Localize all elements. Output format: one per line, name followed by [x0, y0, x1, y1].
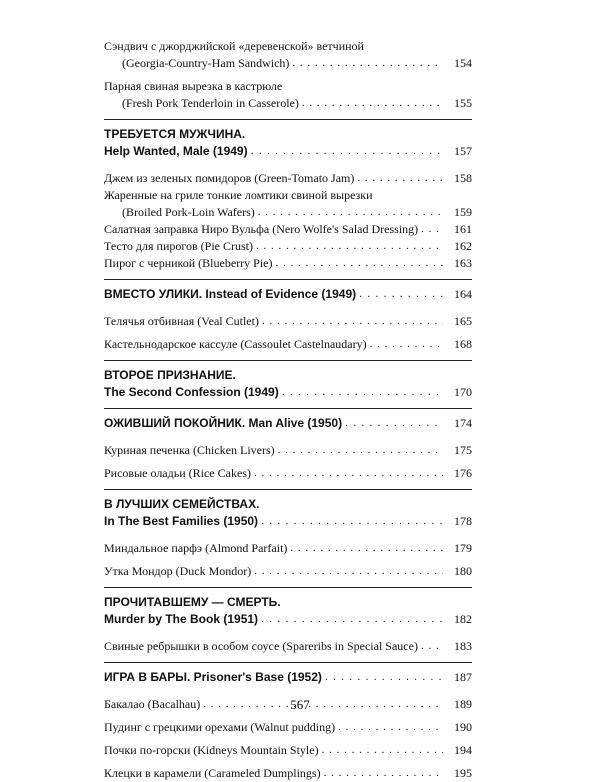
entry-title: Жаренные на гриле тонкие ломтики свиной вырезки [104, 188, 373, 202]
page-ref: 162 [454, 239, 472, 253]
entry-title: Парная свиная вырезка в кастрюле [104, 79, 283, 93]
toc-entry [104, 336, 472, 353]
page-ref: 157 [454, 144, 472, 158]
dot-leader [325, 669, 443, 686]
page-ref: 187 [454, 670, 472, 684]
dot-leader [421, 638, 443, 655]
page-ref: 178 [454, 514, 472, 528]
section-subtitle: In The Best Families (1950) [104, 514, 259, 528]
page-ref: 190 [454, 720, 472, 734]
entry-title: Кастельнодарское кассуле (Cassoulet Castelnaudary) [104, 337, 367, 351]
page-ref: 182 [454, 612, 472, 626]
dot-leader [338, 719, 443, 736]
divider [104, 279, 472, 280]
section-title: ТРЕБУЕТСЯ МУЖЧИНА. [104, 127, 246, 141]
dot-leader [278, 442, 443, 459]
table-of-contents [104, 38, 472, 782]
dot-leader [251, 143, 443, 160]
dot-leader [421, 221, 443, 238]
toc-entry [104, 563, 472, 580]
dot-leader [302, 95, 443, 112]
toc-entry [104, 238, 472, 255]
divider [104, 662, 472, 663]
dot-leader [254, 465, 443, 482]
toc-entry [104, 442, 472, 459]
section-title: ВМЕСТО УЛИКИ. Instead of Evidence (1949) [104, 287, 357, 301]
page-ref: 195 [454, 766, 472, 780]
page-ref: 163 [454, 256, 472, 270]
page-ref: 165 [454, 314, 472, 328]
toc-entry [104, 221, 472, 238]
section-subtitle: The Second Confession (1949) [104, 385, 279, 399]
dot-leader [292, 55, 443, 72]
entry-subtitle: (Georgia-Country-Ham Sandwich) [122, 56, 290, 70]
dot-leader [261, 611, 443, 628]
dot-leader [357, 170, 443, 187]
entry-title: Пирог с черникой (Blueberry Pie) [104, 256, 273, 270]
dot-leader [262, 313, 443, 330]
section-title: ОЖИВШИЙ ПОКОЙНИК. Man Alive (1950) [104, 416, 343, 430]
entry-title: Утка Мондор (Duck Mondor) [104, 564, 252, 578]
toc-entry [104, 255, 472, 272]
dot-leader [359, 286, 443, 303]
toc-entry [104, 742, 472, 759]
divider [104, 408, 472, 409]
dot-leader [324, 765, 443, 782]
page-ref: 164 [454, 287, 472, 301]
divider [104, 119, 472, 120]
toc-entry [104, 465, 472, 482]
divider [104, 360, 472, 361]
entry-title: Джем из зеленых помидоров (Green-Tomato Jam) [104, 171, 355, 185]
divider [104, 587, 472, 588]
entry-subtitle: (Fresh Pork Tenderloin in Casserole) [122, 96, 299, 110]
dot-leader [322, 742, 443, 759]
dot-leader [261, 513, 443, 530]
page-ref: 180 [454, 564, 472, 578]
dot-leader [256, 238, 443, 255]
toc-entry [104, 719, 472, 736]
dot-leader [345, 415, 443, 432]
divider [104, 489, 472, 490]
entry-title: Куриная печенка (Chicken Livers) [104, 443, 275, 457]
page-ref: 176 [454, 466, 472, 480]
section-title: ВТОРОЕ ПРИЗНАНИЕ. [104, 368, 236, 382]
entry-title: Тесто для пирогов (Pie Crust) [104, 239, 253, 253]
section-title: ИГРА В БАРЫ. Prisoner's Base (1952) [104, 670, 322, 684]
entry-title: Клецки в карамели (Carameled Dumplings) [104, 766, 321, 780]
page-ref: 159 [454, 205, 472, 219]
dot-leader [290, 540, 443, 557]
section-title: В ЛУЧШИХ СЕМЕЙСТВАХ. [104, 497, 260, 511]
dot-leader [282, 384, 443, 401]
page-ref: 183 [454, 639, 472, 653]
section-heading [104, 594, 472, 628]
toc-entry [104, 638, 472, 655]
page-ref: 170 [454, 385, 472, 399]
entry-subtitle: (Broiled Pork-Loin Wafers) [122, 205, 255, 219]
dot-leader [370, 336, 443, 353]
section-heading [104, 496, 472, 530]
toc-entry [104, 765, 472, 782]
page-ref: 194 [454, 743, 472, 757]
toc-entry [104, 540, 472, 557]
page-ref: 175 [454, 443, 472, 457]
section-subtitle: Help Wanted, Male (1949) [104, 144, 248, 158]
section-heading [104, 286, 472, 303]
section-subtitle: Murder by The Book (1951) [104, 612, 259, 626]
section-heading [104, 126, 472, 160]
page-ref: 158 [454, 171, 472, 185]
toc-entry [104, 170, 472, 187]
toc-entry [104, 313, 472, 330]
section-heading [104, 669, 472, 686]
page-ref: 154 [454, 56, 472, 70]
toc-entry [104, 187, 472, 221]
section-title: ПРОЧИТАВШЕМУ — СМЕРТЬ. [104, 595, 281, 609]
entry-title: Миндальное парфэ (Almond Parfait) [104, 541, 288, 555]
page-ref: 155 [454, 96, 472, 110]
dot-leader [254, 563, 443, 580]
page-ref: 174 [454, 416, 472, 430]
page-ref: 179 [454, 541, 472, 555]
entry-title: Свиные ребрышки в особом соусе (Spareribs in Special Sauce) [104, 639, 418, 653]
toc-entry [104, 38, 472, 72]
section-heading [104, 415, 472, 432]
entry-title: Рисовые оладьи (Rice Cakes) [104, 466, 251, 480]
entry-title: Салатная заправка Ниро Вульфа (Nero Wolfe's Salad Dressing) [104, 222, 419, 236]
page-number: 567 [290, 697, 310, 712]
entry-title: Почки по-горски (Kidneys Mountain Style) [104, 743, 319, 757]
dot-leader [276, 255, 444, 272]
page-ref: 161 [454, 222, 472, 236]
entry-title: Бакалао (Bacalhau) [104, 697, 201, 711]
toc-entry [104, 78, 472, 112]
entry-title: Пудинг с грецкими орехами (Walnut pudding) [104, 720, 336, 734]
entry-title: Сэндвич с джорджийской «деревенской» ветчиной [104, 39, 364, 53]
entry-title: Телячья отбивная (Veal Cutlet) [104, 314, 259, 328]
page-ref: 189 [454, 697, 472, 711]
dot-leader [258, 204, 443, 221]
page-ref: 168 [454, 337, 472, 351]
section-heading [104, 367, 472, 401]
